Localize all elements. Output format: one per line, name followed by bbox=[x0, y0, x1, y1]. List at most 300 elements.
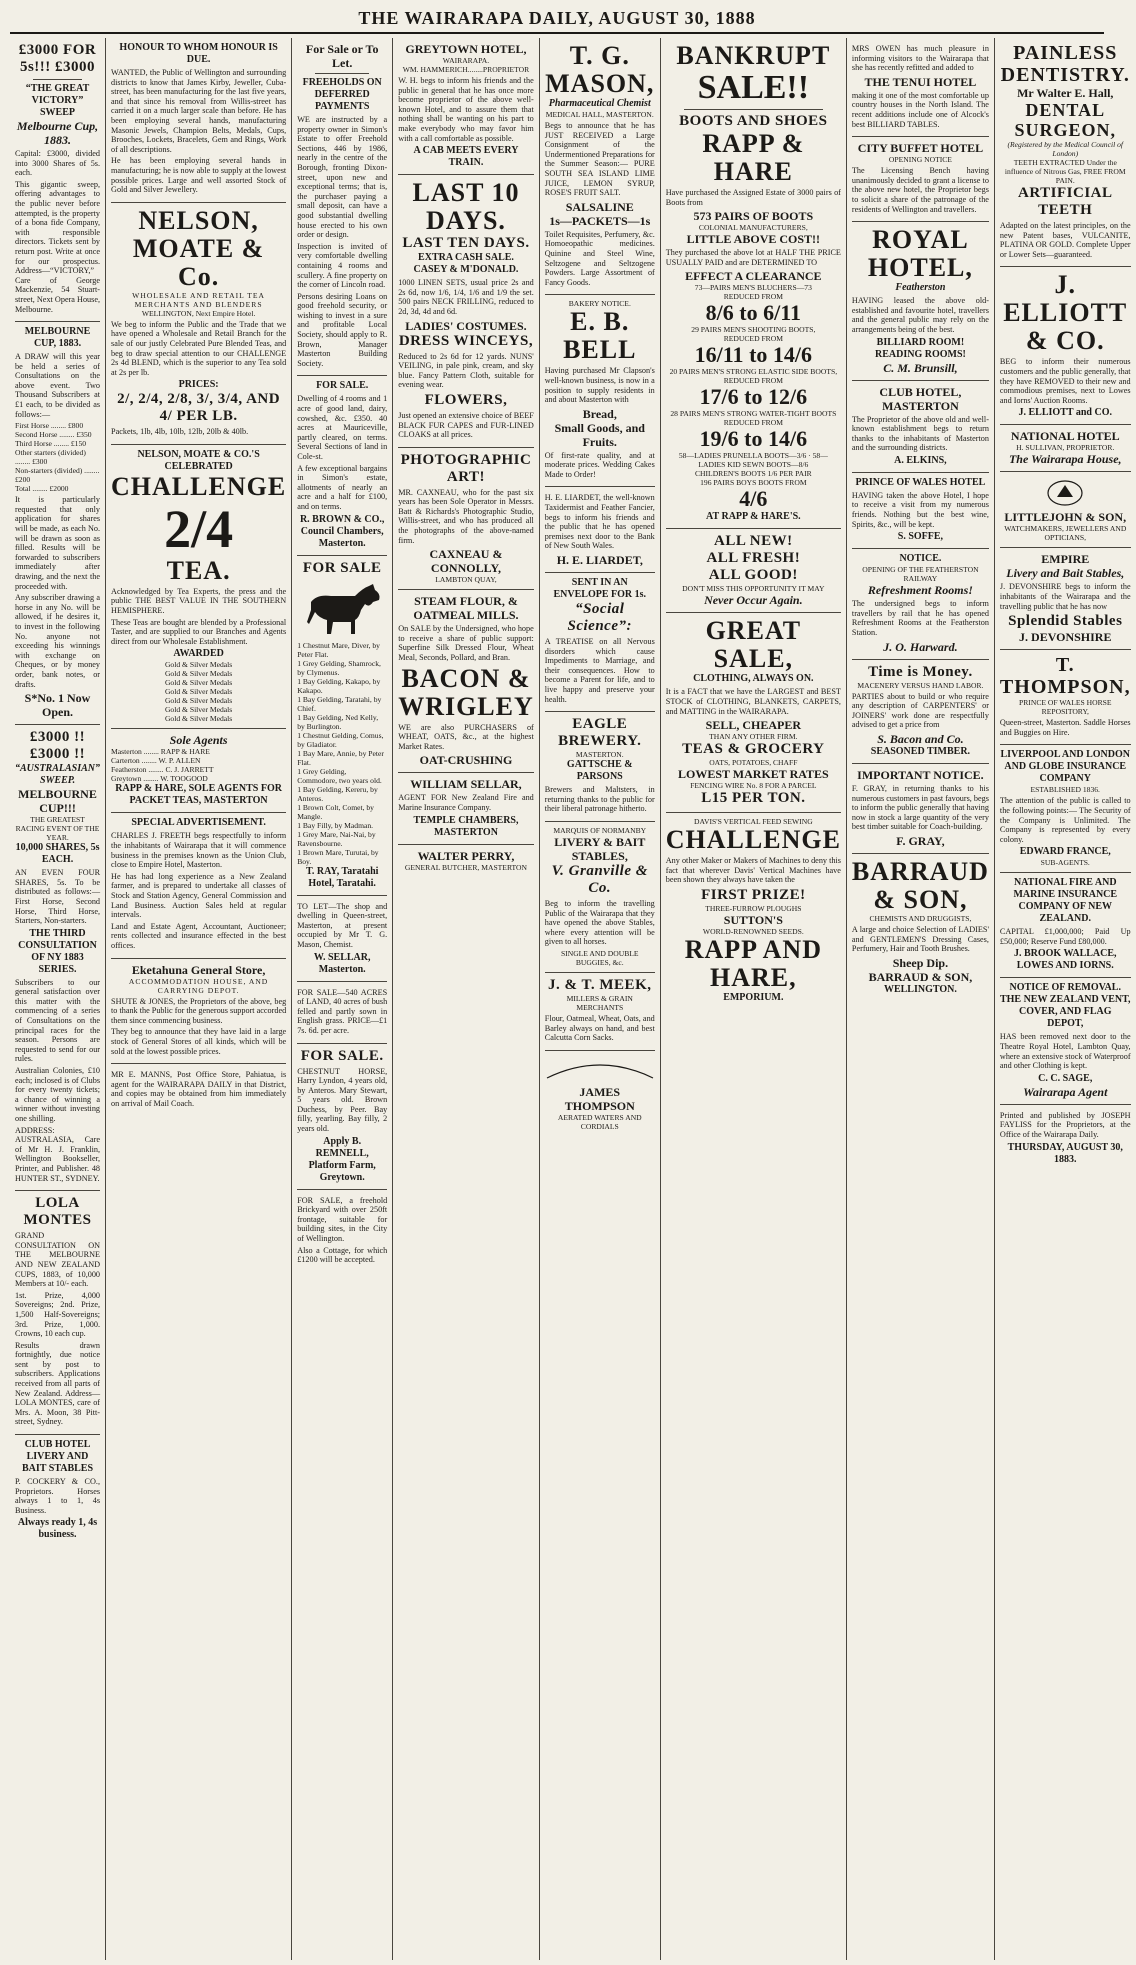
freeholds-title: FREEHOLDS ON DEFERRED PAYMENTS bbox=[302, 77, 382, 112]
forsale4-body: CHESTNUT HORSE, Harry Lyndon, 4 years old, by Anteros. Mary Stewart, 5 years old. Brown Duchess, by Peer. Bay filly, yearling. Bay filly, 2 years old. bbox=[297, 1066, 388, 1134]
empire: EMPIRE bbox=[1041, 552, 1090, 567]
chestnut-horse-ad bbox=[297, 1044, 387, 1190]
deal-old-price: 19/6 bbox=[699, 426, 739, 452]
saline: SALSALINE bbox=[565, 199, 634, 214]
meek-ad: J. & T. MEEK, MILLERS & GRAIN MERCHANTS Flour, Oatmeal, Wheat, Oats, and Barley always on hand, and best Calcutta Corn Sacks. bbox=[545, 973, 655, 1051]
caxneau: CAXNEAU & CONNOLLY, bbox=[429, 547, 503, 576]
sellar: WILLIAM SELLAR, bbox=[410, 777, 522, 792]
horse-item: 1 Brown Colt, Comet, by Mangle. bbox=[297, 802, 374, 821]
challenge-price: 2/4 bbox=[164, 498, 234, 559]
sellar-sub: AGENT FOR New Zealand Fire and Marine Insurance Company. bbox=[398, 793, 534, 812]
honour-ad: HONOUR TO WHOM HONOUR IS DUE. WANTED, the Public of Wellington and surrounding districts to know that James Kirby, Jeweller, Cuba-street, has been manufacturing for the last five years, and that since his removal from Willis-street has carried it on a much larger scale than before. He has been employing several hands, manufacturing Masonic Jewels, Champion Belts, Medals, Cups, Brooches, Lockets, Bracelets, Gem and Rings, Work of all descriptions. He has been employing several hands in manufacturing; he is now able to supply at the lowest possible prices. Large and well assorted Stock of Gold and Silver Jewellery. bbox=[111, 38, 286, 203]
splendid: Splendid Stables bbox=[1008, 613, 1123, 630]
nelson-body: We beg to inform the Public and the Trade that we have opened a Wholesale and Retail Branch for the sale of our justly Celebrated Pure Blended Teas, and beg to draw special attention to our CHALLENGE 2s 4d BLEND, which is the superior to any Tea sold at 2s per lb. bbox=[111, 319, 287, 377]
feath: Featherston bbox=[895, 282, 946, 294]
chemists: CHEMISTS AND DRUGGISTS, bbox=[869, 913, 972, 923]
horse-item: 1 Bay Gelding, Kereru, by Anteros. bbox=[297, 784, 378, 803]
sale-prop: FOR SALE, a freehold Brickyard with over 250ft frontage, suitable for building sites, in the City of Wellington. bbox=[297, 1195, 388, 1244]
imprint bbox=[1000, 1105, 1131, 1171]
sweep-title: £3000 FOR 5s!!! £3000 bbox=[18, 42, 97, 75]
greatest: THE GREATEST RACING EVENT OF THE YEAR. bbox=[15, 815, 100, 843]
freeholds-body: WE are instructed by a property owner in Simon's Estate to offer Freehold Sections, 446 by 1986, nearly in the centre of the Borough, fronting Dixon-street, upon new and exceptional terms; that is, the purchaser paying a small deposit, can have a good substantial dwelling house erected to his own order or design. bbox=[297, 115, 388, 240]
aus-sweep: “AUSTRALASIAN” SWEEP. bbox=[15, 763, 101, 787]
rapp: RAPP & HARE bbox=[702, 129, 805, 186]
estab: ESTABLISHED 1836. bbox=[1030, 785, 1100, 795]
lola-title: LOLA MONTES bbox=[23, 1195, 92, 1229]
forsale3: FOR SALE bbox=[302, 559, 382, 576]
nelson-sub: WHOLESALE AND RETAIL TEA MERCHANTS AND BLENDERS bbox=[132, 290, 266, 309]
elliott2: J. ELLIOTT and CO. bbox=[1018, 407, 1112, 419]
billiard: BILLIARD ROOM! READING ROOMS! bbox=[875, 336, 966, 360]
sole-agents-ad bbox=[111, 729, 286, 813]
great: GREAT SALE, bbox=[705, 616, 802, 674]
than: THAN ANY OTHER FIRM. bbox=[709, 732, 798, 742]
social-science-ad: SENT IN AN ENVELOPE FOR 1s. “Social Science”: A TREATISE on all Nervous disorders which cause Impediments to Marriage, and their consequences. How to become a Parent for life, and to live happy and preserve your health. bbox=[545, 573, 655, 712]
deal-old-price: 16/11 bbox=[694, 342, 744, 368]
removal-ad: NOTICE OF REMOVAL. THE NEW ZEALAND VENT, COVER, AND FLAG DEPOT, HAS been removed next door to the Theatre Royal Hotel, Lambton Quay, where an extensive stock of Waterproof and other Clothing is kept. C. C. SAGE, Wairarapa Agent bbox=[1000, 978, 1131, 1104]
column-8 bbox=[995, 38, 1136, 1960]
hotel-vent: THE NEW ZEALAND VENT, COVER, AND FLAG DEPOT, bbox=[999, 994, 1131, 1030]
column-2 bbox=[106, 38, 292, 1960]
buffet: CITY BUFFET HOTEL bbox=[857, 141, 984, 156]
time-money-ad: Time is Money. MACENERY VERSUS HAND LABOR. PARTIES about to build or who require any description of CARPENTERS' or JOINERS' work done are respectfully advised to get a price from S. Bacon and Co. SEASONED TIMBER. bbox=[852, 660, 989, 764]
column-6 bbox=[661, 38, 847, 1960]
deal-block: 29 PAIRS MEN'S SHOOTING BOOTS, REDUCED FROM 16/11 to 14/6 bbox=[666, 325, 841, 367]
challenge-word: CHALLENGE bbox=[111, 471, 287, 501]
teas: TEAS & GROCERY bbox=[682, 741, 825, 758]
casey-mdonald-ad: LAST 10 DAYS. LAST TEN DAYS. EXTRA CASH SALE. CASEY & M'DONALD. 1000 LINEN SETS, usual price 2s and 2s 6d, now 1/6, 1/4, 1/6 and 1/9 the set. 500 pairs NECK FRILLING, reduced to 2d, 3d, 4d and 6d. LADIES' COSTUMES. DRESS WINCEYS, Reduced to 2s 6d for 12 yards. NUNS' VEILING, in pale pink, cream, and sky blue. Fancy Pattern Cloth, suitable for evening wear. FLOWERS, Just opened an extensive choice of BEEF BLACK FUR CAPES and FUR-LINED CLOAKS at all prices. bbox=[398, 175, 534, 448]
photo: PHOTOGRAPHIC ART! bbox=[400, 451, 532, 485]
horse-item: 1 Bay Gelding, Kakapo, by Kakapo. bbox=[297, 676, 381, 695]
award-item: Gold & Silver Medals bbox=[164, 705, 233, 715]
bankrupt-sale-ad: BANKRUPT SALE!! BOOTS AND SHOES RAPP & HARE Have purchased the Assigned Estate of 3000 pairs of Boots from 573 PAIRS OF BOOTS COLONIAL MANUFACTURERS, LITTLE ABOVE COST!! They purchased the above lot at HALF THE PRICE USUALLY PAID and are DETERMINED TO EFFECT A CLEARANCE 73—PAIRS MEN'S BLUCHERS—73 REDUCED FROM 8/6 to 6/11 29 PAIRS MEN'S SHOOTING BOOTS, REDUCED FROM 16/11 to 14/6 20 PAIRS MEN'S STRONG ELASTIC SIDE BOOTS, REDUCED FROM 17/6 to 12/6 28 PAIRS MEN'S STRONG WATER-TIGHT BOOTS REDUCED FROM 19/6 to 14/6 58—LADIES PRUNELLA BOOTS—3/6 · 58—LADIES KID SEWN BOOTS—8/6 CHILDREN'S BOOTS 1/6 PER PAIR 196 PAIRS BOYS BOOTS FROM 4/6 AT RAPP & HARE'S. bbox=[666, 38, 841, 529]
oats: OATS, POTATOES, CHAFF bbox=[709, 758, 798, 768]
never: Never Occur Again. bbox=[704, 593, 803, 608]
rapp-big: RAPP AND HARE, bbox=[684, 934, 822, 992]
sweep-capital: Capital: £3000, divided into 3000 Shares of 5s. each. bbox=[15, 149, 101, 178]
all-new: ALL NEW! bbox=[714, 533, 793, 550]
effect: EFFECT A CLEARANCE bbox=[685, 269, 822, 284]
horse-icon bbox=[297, 580, 387, 638]
shares: 10,000 SHARES, 5s EACH. bbox=[15, 842, 100, 866]
temple: TEMPLE CHAMBERS, MASTERTON bbox=[413, 814, 519, 838]
agents-list bbox=[111, 747, 286, 783]
award-item: Gold & Silver Medals bbox=[164, 687, 233, 697]
deal-new-price: 6/11 bbox=[763, 300, 802, 326]
barraud2: BARRAUD & SON, bbox=[868, 969, 973, 984]
agent-item: Masterton ........ RAPP & HARE bbox=[111, 747, 210, 757]
granville-livery-ad: MARQUIS OF NORMANBY LIVERY & BAIT STABLES, V. Granville & Co. Beg to inform the travelling Public of the Wairarapa that they have opened the above Stables, where every attention will be given to all horses. SINGLE AND DOUBLE BUGGIES, &c. bbox=[545, 822, 655, 973]
surgeon: DENTAL SURGEON, bbox=[1014, 100, 1117, 140]
agent-item: Featherston ........ C. J. JARRETT bbox=[111, 765, 214, 775]
perry-ad bbox=[398, 845, 534, 877]
rapp-agents: RAPP & HARE, SOLE AGENTS FOR PACKET TEAS, MASTERTON bbox=[115, 783, 282, 807]
challenge-title: NELSON, MOATE & CO.'S CELEBRATED bbox=[137, 448, 260, 472]
forsale4-footer: Apply B. REMNELL, Platform Farm, Greytown. bbox=[308, 1135, 376, 1183]
harward: J. O. Harward. bbox=[883, 639, 958, 654]
meek-sub: MILLERS & GRAIN MERCHANTS bbox=[566, 993, 633, 1012]
macenery: MACENERY VERSUS HAND LABOR. bbox=[857, 680, 984, 690]
forsale4: FOR SALE. bbox=[300, 1047, 384, 1064]
artificial: ARTIFICIAL TEETH bbox=[1018, 185, 1113, 218]
lola-sub: GRAND CONSULTATION ON THE MELBOURNE AND NEW ZEALAND CUPS, 1883, of 10,000 Members at 10/- each. bbox=[15, 1231, 101, 1289]
all-new-ad: ALL NEW! ALL FRESH! ALL GOOD! DON'T MISS THIS OPPORTUNITY IT MAY Never Occur Again. bbox=[666, 529, 841, 613]
last-ten: LAST 10 DAYS. bbox=[412, 178, 520, 236]
horse-item: 1 Bay Gelding, Ned Kelly, by Burlington. bbox=[297, 712, 379, 731]
tenui: THE TENUI HOTEL bbox=[864, 74, 977, 89]
thompson-sub: AERATED WATERS AND CORDIALS bbox=[557, 1112, 642, 1131]
thompson: JAMES THOMPSON bbox=[564, 1084, 635, 1113]
printed: Printed and published by JOSEPH FAYLISS for the Proprietors, at the Office of the Wairarapa Daily. bbox=[999, 1110, 1131, 1140]
eketahuna-sub: ACCOMMODATION HOUSE, AND CARRYING DEPOT. bbox=[128, 976, 269, 995]
award-item: Gold & Silver Medals bbox=[164, 696, 233, 706]
thompson-ad bbox=[545, 1051, 655, 1136]
saline-sub: 1s—PACKETS—1s bbox=[549, 213, 651, 228]
goods: Small Goods, and Fruits. bbox=[554, 420, 645, 449]
lowes: LOWES AND IORNS. bbox=[1016, 960, 1114, 972]
unit-price: 4/6 bbox=[739, 486, 768, 512]
thompson-8: T. THOMPSON, bbox=[999, 654, 1131, 699]
hammerich: WM. HAMMERICH........PROPRIETOR bbox=[402, 65, 530, 74]
prices-head: PRICES: bbox=[178, 379, 219, 391]
livery-footer: Always ready 1, 4s business. bbox=[17, 1517, 98, 1541]
prize-item: Second Horse ........ £350 bbox=[15, 430, 92, 440]
refresh: Refreshment Rooms! bbox=[867, 583, 973, 598]
nelson-moate-ad: NELSON, MOATE & Co. WHOLESALE AND RETAIL TEA MERCHANTS AND BLENDERS WELLINGTON, Next Empire Hotel. We beg to inform the Public and the Trade that we have opened a Wholesale and Retail Branch for the sale of our justly Celebrated Pure Blended Teas, and beg to draw special attention to our CHALLENGE 2s 4d BLEND, which is the superior to any Tea sold at 2s per lb. PRICES: 2/, 2/4, 2/8, 3/, 3/4, AND 4/ PER LB. Packets, 1lb, 4lb, 10lb, 12lb, 20lb & 40lb. bbox=[111, 203, 286, 445]
cottage: Also a Cottage, for which £1200 will be accepted. bbox=[297, 1245, 388, 1265]
sweep-sub: “THE GREAT VICTORY” SWEEP bbox=[25, 83, 90, 118]
challenge-word-6: CHALLENGE bbox=[665, 825, 841, 855]
wairarapa-house: The Wairarapa House, bbox=[1008, 452, 1122, 467]
sofie: S. SOFFE, bbox=[897, 531, 944, 543]
fencing: FENCING WIRE No. 8 FOR A PARCEL bbox=[690, 781, 817, 791]
forsale-dwellings-ad: FOR SALE. Dwelling of 4 rooms and 1 acre of good land, dairy, cowshed, &c. £350. 40 acres at Mauriceville, partly cleared, on terms. Several Sections of land in Cole-st. A few exceptional bargains in Simon's estate, allotments of nearly an acre and a half for £100, and on terms. R. BROWN & CO., Council Chambers, Masterton. bbox=[297, 376, 387, 555]
all-good: ALL GOOD! bbox=[708, 567, 798, 584]
boots: BOOTS AND SHOES bbox=[679, 113, 828, 129]
livery: LIVERY & BAIT STABLES, bbox=[554, 834, 646, 863]
sweep-race: Melbourne Cup, 1883. bbox=[16, 119, 99, 147]
important: IMPORTANT NOTICE. bbox=[857, 768, 984, 782]
eketahuna-body: SHUTE & JONES, the Proprietors of the above, beg to thank the Public for the generous support accorded them since commencing business. bbox=[111, 996, 287, 1025]
lambton: LAMBTON QUAY, bbox=[435, 575, 497, 585]
all-fresh: ALL FRESH! bbox=[706, 550, 801, 567]
acres-ad bbox=[297, 982, 387, 1044]
bell: E. B. BELL bbox=[563, 307, 637, 365]
painless: PAINLESS DENTISTRY. bbox=[1000, 42, 1130, 86]
prize-item: Other starters (divided) ........ £300 bbox=[15, 448, 86, 467]
sage: C. C. SAGE, bbox=[1038, 1072, 1093, 1084]
devonshire: J. DEVONSHIRE bbox=[1019, 630, 1112, 645]
liardet: H. E. LIARDET, bbox=[556, 553, 643, 568]
livery-title: CLUB HOTEL LIVERY AND BAIT STABLES bbox=[21, 1439, 94, 1475]
cup-head: MELBOURNE CUP, 1883. bbox=[24, 326, 91, 350]
deal-label: 29 PAIRS MEN'S SHOOTING BOOTS, bbox=[691, 325, 816, 335]
horse-item: 1 Brown Mare, Turutai, by Boy. bbox=[297, 847, 379, 866]
livery-body: P. COCKERY & CO., Proprietors. Horses always 1 to 1, 4s Business. bbox=[15, 1477, 101, 1515]
horse-item: 1 Bay Mare, Annie, by Peter Flat. bbox=[297, 748, 384, 767]
prize-item: First Horse ........ £800 bbox=[15, 421, 84, 431]
wales-hotel: PRINCE OF WALES HOTEL bbox=[855, 476, 986, 488]
club-hotel-livery-ad bbox=[15, 1435, 100, 1546]
notice: NOTICE. bbox=[899, 553, 942, 565]
sullivan: H. SULLIVAN, PROPRIETOR. bbox=[1016, 443, 1115, 453]
deal-block: 73—PAIRS MEN'S BLUCHERS—73 REDUCED FROM 8/6 to 6/11 bbox=[666, 283, 841, 325]
ray: T. RAY, Taratahi Hotel, Taratahi. bbox=[305, 865, 379, 889]
littlejohn: LITTLEJOHN & SON, bbox=[1004, 510, 1127, 525]
time: Time is Money. bbox=[868, 663, 973, 680]
deal-new-price: 14/6 bbox=[768, 426, 808, 452]
deal-label: 20 PAIRS MEN'S STRONG ELASTIC SIDE BOOTS, bbox=[669, 367, 838, 377]
bell-bakery-ad: BAKERY NOTICE. E. B. BELL Having purchased Mr Clapson's well-known business, is now in a position to supply residents in and about Masterton with Bread, Small Goods, and Fruits. Of first-rate quality, and at moderate prices. Wedding Cakes Made to Order! bbox=[545, 295, 655, 487]
award-item: Gold & Silver Medals bbox=[164, 669, 233, 679]
davis: DAVIS'S VERTICAL FEED SEWING bbox=[693, 817, 813, 827]
award-item: Gold & Silver Medals bbox=[164, 714, 233, 724]
melb-cup: MELBOURNE CUP!!! bbox=[18, 787, 97, 816]
prize-item: Non-starters (divided) ........ £200 bbox=[15, 466, 100, 485]
lowest: LOWEST MARKET RATES bbox=[677, 767, 829, 782]
sellar-ad bbox=[398, 773, 534, 844]
watchmakers: WATCHMAKERS, JEWELLERS AND OPTICIANS, bbox=[1004, 524, 1127, 543]
horse-item: 1 Bay Filly, by Madman. bbox=[297, 820, 374, 830]
special-ad: SPECIAL ADVERTISEMENT. CHARLES J. FREETH begs respectfully to inform the inhabitants of Wairarapa that it will commence business in the premises known as the Union Club, close to Empire Hotel, Masterton. He has had long experience as a New Zealand farmer, and is prepared to undertake all classes of Stock and Station Agency, General Commission and Land Business. Auction Sales held at regular intervals. Land and Estate Agent, Accountant, Auctioneer; rents collected and insurance effected in the best offices. bbox=[111, 813, 286, 958]
dentistry-ad: PAINLESS DENTISTRY. Mr Walter E. Hall, DENTAL SURGEON, (Registered by the Medical Council of London) TEETH EXTRACTED Under the influence of Nitrous Gas, FREE FROM PAIN. ARTIFICIAL TEETH Adapted on the latest principles, on the new Patent bases, VULCANITE, PLATINA OR GOLD. Complete Upper or Lower Sets—guaranteed. bbox=[1000, 38, 1131, 267]
flour-mills-ad: STEAM FLOUR, & OATMEAL MILLS. On SALE by the Undersigned, who hope to receive a share of public support: Superfine Silk Dressed Flour, Wheat Meal, Seconds, Pollard, and Bran. BACON & WRIGLEY WE are also PURCHASERS of WHEAT, OATS, &c., at the highest Market Rates. OAT-CRUSHING bbox=[398, 590, 534, 773]
dress: DRESS WINCEYS, bbox=[398, 332, 534, 349]
extra-cash: EXTRA CASH SALE. bbox=[418, 252, 514, 264]
brickyard-ad bbox=[297, 1190, 387, 1272]
third-consult: THE THIRD CONSULTATION OF NY 1883 SERIES. bbox=[18, 927, 97, 975]
freeholds-ad: For Sale or To Let. FREEHOLDS ON DEFERRED PAYMENTS WE are instructed by a property owner in Simon's Estate to offer Freehold Sections, 446 by 1986, nearly in the centre of the Borough, fronting Dixon-street, upon new and exceptional terms; that is, the purchaser paying a small deposit, can have a good substantial dwelling house erected to his own order or design. Inspection is invited of very comfortable dwelling containing 4 rooms and scullery. A fine property on the corner of Lincoln road. Persons desiring Loans on good freehold security, or wishing to invest in a sure and profitable Local Society, should apply to R. Brown, Manager Masterton Building Society. bbox=[297, 38, 387, 376]
nelson-title: NELSON, MOATE & Co. bbox=[132, 205, 265, 291]
prince-wales-hotel-ad: PRINCE OF WALES HOTEL HAVING taken the above Hotel, I hope to receive a visit from my numerous friends. Nothing but the best wine, Spirits, &c., will be kept. S. SOFFE, bbox=[852, 473, 989, 549]
deal-label: 73—PAIRS MEN'S BLUCHERS—73 bbox=[694, 283, 812, 293]
envelope: SENT IN AN ENVELOPE FOR 1s. bbox=[553, 577, 647, 601]
eketahuna-title: Eketahuna General Store, bbox=[131, 962, 266, 977]
deal-new-price: 14/6 bbox=[772, 342, 813, 368]
photo-body: MR. CAXNEAU, who for the past six years has been Sole Operator in Messrs. Batt & Richards's Photographic Studio, Willis-street, and who has produced all the photographs of the above-named firm. bbox=[398, 487, 534, 545]
tea-word: TEA. bbox=[166, 555, 231, 585]
age: Wairarapa Agent bbox=[1023, 1084, 1108, 1099]
tea-body: Acknowledged by Tea Experts, the press and the public THE BEST VALUE IN THE SOUTHERN HEMISPHERE. bbox=[111, 586, 287, 616]
eagle: EAGLE BREWERY. bbox=[558, 716, 642, 750]
mason-hall: MEDICAL HALL, MASTERTON. bbox=[545, 110, 654, 119]
bread: Bread, bbox=[582, 406, 617, 421]
empire-stables-ad: EMPIRE Livery and Bait Stables, J. DEVONSHIRE begs to inform the inhabitants of the Wairarapa and the travelling public that he has now Splendid Stables J. DEVONSHIRE bbox=[1000, 548, 1131, 650]
forsale2-body: Dwelling of 4 rooms and 1 acre of good land, dairy, cowshed, &c. £350. 40 acres at Mauriceville, partly cleared, on terms. Several Sections of land in Cole-st. bbox=[297, 394, 388, 461]
lola-montes-ad: LOLA MONTES GRAND CONSULTATION ON THE MELBOURNE AND NEW ZEALAND CUPS, 1883, of 10,000 Members at 10/- each. 1st. Prize, 4,000 Sovereigns; 2nd. Prize, 1,500 Half-Sovereigns; 3rd. Prize, 1,000. Crowns, 10 each cup. Results drawn fortnightly, due notice sent by post to subscribers. Applications received from all parts of New Zealand. Address—LOLA MONTES, care of Mrs. A. Moon, 38 Pitt-street, Sydney. bbox=[15, 1191, 100, 1435]
barraud: BARRAUD & SON, bbox=[851, 856, 989, 914]
manns-ad bbox=[111, 1064, 286, 1115]
horse-item: 1 Chestnut Mare, Diver, by Peter Flat. bbox=[297, 640, 380, 659]
last-days: LAST TEN DAYS. bbox=[402, 235, 530, 252]
column-3 bbox=[292, 38, 393, 1960]
wallace: J. BROOK WALLACE, bbox=[1013, 948, 1117, 960]
bankrupt: BANKRUPT bbox=[676, 41, 831, 70]
at-rapp: AT RAPP & HARE'S. bbox=[706, 511, 801, 523]
horse-item: 1 Grey Mare, Nai-Nai, by Ravensbourne. bbox=[297, 829, 376, 848]
forsale2: FOR SALE. bbox=[316, 380, 369, 392]
prices: 2/, 2/4, 2/8, 3/, 3/4, AND 4/ PER LB. bbox=[117, 391, 281, 425]
sheep: Sheep Dip. bbox=[892, 955, 949, 970]
sale-acres: FOR SALE—540 ACRES of LAND, 40 acres of bush felled and partly sown in English grass. PRICE—£1 7s. 6d. per acre. bbox=[297, 987, 388, 1035]
prize-item: Total ........ £2000 bbox=[15, 484, 69, 494]
oat: OAT-CRUSHING bbox=[419, 753, 513, 768]
natfire: NATIONAL FIRE AND MARINE INSURANCE COMPANY OF NEW ZEALAND. bbox=[1013, 877, 1118, 925]
thompson-repository-ad: T. THOMPSON, PRINCE OF WALES HORSE REPOSITORY, Queen-street, Masterton. Saddle Horses and Buggies on Hire. bbox=[1000, 650, 1131, 745]
davis-challenge-ad: DAVIS'S VERTICAL FEED SEWING CHALLENGE Any other Maker or Makers of Machines to deny this fact that wherever Davis' Vertical Machines have been shown they always have taken the FIRST PRIZE! THREE-FURROW PLOUGHS SUTTON'S WORLD-RENOWNED SEEDS. RAPP AND HARE, EMPORIUM. bbox=[665, 817, 841, 1003]
big-prize: £3000 !! £3000 !! bbox=[29, 729, 86, 763]
liardet-ad: H. E. LIARDET, the well-known Taxidermist and Feather Fancier, begs to inform his friends and the public that he has opened premises next door to the Bank of New South Wales. H. E. LIARDET, bbox=[545, 487, 655, 573]
colonial: COLONIAL MANUFACTURERS, bbox=[698, 223, 808, 233]
agent-item: Greytown ........ W. TOOGOOD bbox=[111, 774, 208, 784]
horse-item: 1 Bay Gelding, Taratahi, by Chief. bbox=[297, 694, 382, 713]
award-item: Gold & Silver Medals bbox=[164, 660, 233, 670]
greytown-body: W. H. begs to inform his friends and the public in general that he has once more become proprietor of the above well-known Hotel, and to assure them that nothing shall be wanting on his part to make everybody who may favor him with a call comfortable as possible. bbox=[398, 76, 534, 143]
liverpool: LIVERPOOL AND LONDON AND GLOBE INSURANCE COMPANY bbox=[1000, 749, 1130, 785]
challenge-tea-ad: NELSON, MOATE & CO.'S CELEBRATED CHALLENGE 2/4 TEA. Acknowledged by Tea Experts, the press and the public THE BEST VALUE IN THE SOUTHERN HEMISPHERE. These Teas are bought are blended by a Professional Taster, and are supplied to our Branches and Agents direct from our Wholesale Establishment. AWARDED Gold & Silver Medals Gold & Silver Medals Gold & Silver Medals Gold & Silver Medals Gold & Silver Medals Gold & Silver Medals Gold & Silver Medals bbox=[111, 445, 286, 730]
elliott: J. ELLIOTT & CO. bbox=[1003, 270, 1128, 356]
club: CLUB HOTEL, MASTERTON bbox=[879, 384, 962, 413]
agent-item: Carterton ........ W. P. ALLEN bbox=[111, 756, 201, 766]
barraud-ad: BARRAUD & SON, CHEMISTS AND DRUGGISTS, A large and choice Selection of LADIES' and GENTLEMEN'S Dressing Cases, Perfumery, Hair and Tooth Brushes. Sheep Dip. BARRAUD & SON, WELLINGTON. bbox=[851, 856, 989, 995]
removal: NOTICE OF REMOVAL. bbox=[1009, 982, 1121, 994]
column-4 bbox=[393, 38, 540, 1960]
little: LITTLE ABOVE COST!! bbox=[686, 232, 821, 247]
littlejohn-ad bbox=[1000, 472, 1131, 548]
deal-block: 28 PAIRS MEN'S STRONG WATER-TIGHT BOOTS REDUCED FROM 19/6 to 14/6 bbox=[666, 409, 841, 451]
horses-forsale-ad bbox=[297, 556, 387, 896]
sell: SELL, CHEAPER bbox=[705, 718, 802, 733]
france: EDWARD FRANCE, bbox=[1019, 846, 1111, 858]
horse-item: 1 Chestnut Gelding, Comus, by Gladiator. bbox=[297, 730, 384, 749]
mason-sub: Pharmaceutical Chemist bbox=[548, 98, 651, 109]
eketahuna-ad: Eketahuna General Store, ACCOMMODATION HOUSE, AND CARRYING DEPOT. SHUTE & JONES, the Proprietors of the above, beg to thank the Public for the generous support accorded them since commencing business. They beg to announce that they have laid in a large stock of General Stores of all kinds, which will be sold at the lowest possible prices. bbox=[111, 959, 286, 1065]
ploughs: THREE-FURROW PLOUGHS bbox=[705, 903, 802, 913]
thompson-logo-icon bbox=[545, 1058, 655, 1082]
deal-old-price: 17/6 bbox=[699, 384, 739, 410]
australasian-sweep-ad: £3000 !! £3000 !! “AUSTRALASIAN” SWEEP. MELBOURNE CUP!!! THE GREATEST RACING EVENT OF THE YEAR. 10,000 SHARES, 5s EACH. AN EVEN FOUR SHARES, 5s. To be distributed as follows:—First Horse, Second Horse, Third Horse, Starters, Non-starters. THE THIRD CONSULTATION OF NY 1883 SERIES. Subscribers to our general satisfaction over this matter with the commencing of a series of Consultations on the principal races for the season. Persons are requested to send for our rules. Australian Colonies, £10 each; inclosed is of Clubs for every twenty tickets; a chance of winning a winner without investing one shilling. ADDRESS: AUSTRALASIA, Care of Mr H. J. Franklin, Wellington Bookseller, Printer, and Publisher. 48 HUNTER ST., SYDNEY. bbox=[15, 725, 100, 1191]
refreshment-ad: NOTICE. OPENING OF THE FEATHERSTON RAILWAY Refreshment Rooms! The undersigned begs to inform travellers by rail that he has opened Refreshment Rooms at the Featherston Station. J. O. Harward. bbox=[852, 549, 989, 659]
column-5 bbox=[540, 38, 661, 1960]
club-hotel-ad: CLUB HOTEL, MASTERTON The Proprietor of the above old and well-known establishment begs to return thanks to the inhabitants of Masterton and the surrounding districts. A. ELKINS, bbox=[852, 381, 989, 473]
coaches: A CAB MEETS EVERY TRAIN. bbox=[413, 145, 519, 169]
deal-old-price: 8/6 bbox=[705, 300, 734, 326]
meek: J. & T. MEEK, bbox=[548, 976, 652, 993]
empire-sub: Livery and Bait Stables, bbox=[1006, 566, 1125, 581]
cup-body: A DRAW will this year be held a series of Consultations on the above event. Two Thousand Subscribers at £1 each, to be divided as follows:— bbox=[15, 352, 101, 419]
fencing-price: L15 PER TON. bbox=[701, 790, 806, 807]
bacon: BACON & WRIGLEY bbox=[398, 663, 534, 721]
greytown-title: GREYTOWN HOTEL, bbox=[405, 42, 527, 56]
unit: 196 PAIRS BOYS BOOTS FROM bbox=[700, 478, 807, 488]
gray: F. GRAY, bbox=[896, 833, 945, 848]
date-line: THURSDAY, AUGUST 30, 1883. bbox=[1007, 1141, 1123, 1165]
loans-body: Persons desiring Loans on good freehold security, or wishing to invest in a sure and profitable Local Society, should apply to R. Brown, Manager Masterton Building Society. bbox=[297, 291, 388, 368]
award-item: Gold & Silver Medals bbox=[164, 678, 233, 688]
buffet-open: OPENING NOTICE bbox=[888, 155, 952, 165]
special-title: SPECIAL ADVERTISEMENT. bbox=[131, 817, 266, 829]
perry-sub: GENERAL BUTCHER, MASTERTON bbox=[404, 862, 528, 872]
horse-item: 1 Grey Gelding, Commodore, two years old. bbox=[297, 766, 382, 785]
deal-new-price: 12/6 bbox=[768, 384, 808, 410]
gattsche: GATTSCHE & PARSONS bbox=[566, 759, 633, 783]
eagle-sub: MASTERTON. bbox=[575, 750, 624, 760]
greytown-hotel-ad bbox=[398, 38, 534, 175]
ladies: LADIES' COSTUMES. bbox=[405, 318, 527, 333]
sweep-body: This gigantic sweep, offering advantages to the public never before attempted, is the property of a bona fide Company, with responsible directors. Tickets sent by return post. Write at once for our prospectus. Address—“VICTORY,” Care of George Mackenzie, 54 Stuart-street, Next Opera House, Melbourne. bbox=[15, 179, 101, 314]
royal: ROYAL HOTEL, bbox=[867, 225, 973, 283]
first: FIRST PRIZE! bbox=[701, 886, 806, 903]
city-buffet-ad: CITY BUFFET HOTEL OPENING NOTICE The Licensing Bench having unanimously decided to grant a license to the above new hotel, the Proprietor begs to solicit a share of the patronage of the residents of Wellington and travellers. bbox=[852, 137, 989, 222]
nelson-addr: WELLINGTON, Next Empire Hotel. bbox=[141, 308, 256, 318]
steam: STEAM FLOUR, & OATMEAL MILLS. bbox=[413, 594, 519, 623]
deal-block: 20 PAIRS MEN'S STRONG ELASTIC SIDE BOOTS, REDUCED FROM 17/6 to 12/6 bbox=[666, 367, 841, 409]
flowers: FLOWERS, bbox=[424, 391, 508, 408]
brunsill: C. M. Brunsill, bbox=[883, 360, 958, 375]
casey: CASEY & M'DONALD. bbox=[413, 264, 519, 276]
liverpool-ad: LIVERPOOL AND LONDON AND GLOBE INSURANCE COMPANY ESTABLISHED 1836. The attention of the public is called to the following points:— The Security of the Company is Unlimited. The Company is represented by every colony. EDWARD FRANCE, SUB-AGENTS. bbox=[1000, 745, 1131, 873]
social: “Social Science”: bbox=[567, 601, 632, 635]
subagents: SUB-AGENTS. bbox=[1040, 858, 1090, 868]
great-victory-sweep-ad bbox=[15, 38, 100, 322]
now-open: S*No. 1 Now Open. bbox=[24, 691, 91, 720]
national-fire-ad: NATIONAL FIRE AND MARINE INSURANCE COMPANY OF NEW ZEALAND. CAPITAL £1,000,000; Paid Up £50,000; Reserve Fund £80,000. J. BROOK WALLACE, LOWES AND IORNS. bbox=[1000, 873, 1131, 978]
prize-item: Third Horse ........ £150 bbox=[15, 439, 87, 449]
national: NATIONAL HOTEL bbox=[1010, 429, 1120, 444]
horse-item: 1 Grey Gelding, Shamrock, by Clymenus. bbox=[297, 658, 381, 677]
melbourne-cup-ad: MELBOURNE CUP, 1883. A DRAW will this year be held a series of Consultations on the above event. Two Thousand Subscribers at £1 each, to be divided as follows:— First Horse ........ £800 Second Horse ........ £350 Third Horse ........ £150 Other starters (divided) ........ £300 Non-starters (divided) ........ £200 Total ........ £2000 It is particularly requested that only application for shares will be made, as each No. will be drawn as soon as filled. Results will be forwarded to subscribers immediately after drawing, and the next the proceeded with. Any subscriber drawing a horse in any No. will be allowed, if he desires it, to invest in the following No. anyone not exceeding his winnings with exchange on Cheques, or by money order, bank notes, or drafts. S*No. 1 Now Open. bbox=[15, 322, 100, 725]
wales-repo: PRINCE OF WALES HORSE REPOSITORY, bbox=[1019, 698, 1112, 717]
column-1 bbox=[10, 38, 106, 1960]
sutton-sub: WORLD-RENOWNED SEEDS. bbox=[702, 926, 804, 936]
forsale-title: For Sale or To Let. bbox=[305, 42, 379, 70]
children: CHILDREN'S BOOTS 1/6 PER PAIR bbox=[694, 469, 812, 479]
elliott-saddlery-ad: J. ELLIOTT & CO. BEG to inform their numerous customers and the public generally, that they have REMOVED to their new and commodious premises, next to Lowes and Iorns' Auction Rooms. J. ELLIOTT and CO. bbox=[1000, 267, 1131, 425]
eagle-brewery-ad: EAGLE BREWERY. MASTERTON. GATTSCHE & PARSONS Brewers and Maltsters, in returning thanks to the public for their liberal patronage hitherto. bbox=[545, 712, 655, 822]
pairs: 573 PAIRS OF BOOTS bbox=[693, 209, 814, 224]
greytown-sub: WAIRARAPA. bbox=[442, 56, 490, 65]
royal-hotel-ad: ROYAL HOTEL, Featherston HAVING leased the above old-established and favourite hotel, travellers and the general public may rely on the arrangements being of the best. BILLIARD ROOM! READING ROOMS! C. M. Brunsill, bbox=[852, 222, 989, 380]
mason-title: T. G. MASON, bbox=[545, 41, 655, 98]
special-body: CHARLES J. FREETH begs respectfully to inform the inhabitants of Wairarapa that it will commence business in the premises known as the Union Club, close to Empire Hotel, Masterton. bbox=[111, 831, 287, 870]
wellington: WELLINGTON. bbox=[883, 983, 957, 995]
prize-list bbox=[15, 421, 100, 493]
perry: WALTER PERRY, bbox=[417, 848, 515, 863]
column-7 bbox=[847, 38, 995, 1960]
sale-word: SALE!! bbox=[697, 69, 810, 106]
national-hotel-ad bbox=[1000, 425, 1131, 472]
honour-title: HONOUR TO WHOM HONOUR IS DUE. bbox=[119, 42, 278, 65]
tenui-hotel-ad: MRS OWEN has much pleasure in informing visitors to the Wairarapa that she has recently refitted and added to THE TENUI HOTEL making it one of the most comfortable up country houses in the North Island. The recent additions include one of Alcock's best BILLIARD TABLES. bbox=[852, 38, 989, 137]
seal-icon bbox=[1045, 479, 1085, 507]
award-list bbox=[111, 660, 286, 723]
granville: V. Granville & Co. bbox=[551, 862, 648, 896]
tenui-intro: MRS OWEN has much pleasure in informing visitors to the Wairarapa that she has recently refitted and added to bbox=[851, 44, 989, 73]
important-notice-ad: IMPORTANT NOTICE. F. GRAY, in returning thanks to his numerous customers in past favours, begs to inform the public generally that having now in stock a large quantity of the very best timber suitable for Coach-building. F. GRAY, bbox=[852, 764, 989, 854]
emporium: EMPORIUM. bbox=[723, 991, 784, 1003]
brown: R. BROWN & CO., Council Chambers, Masterton. bbox=[299, 513, 385, 549]
horse-list bbox=[297, 641, 387, 866]
masthead: THE WAIRARAPA DAILY, AUGUST 30, 1888 bbox=[10, 6, 1104, 34]
elkins: A. ELKINS, bbox=[894, 454, 947, 466]
sutton: SUTTON'S bbox=[723, 912, 783, 927]
seasoned: SEASONED TIMBER. bbox=[870, 746, 971, 757]
deal-label: 28 PAIRS MEN'S STRONG WATER-TIGHT BOOTS bbox=[670, 409, 837, 419]
nyes: W. SELLAR, Masterton. bbox=[313, 951, 371, 975]
great-sale-ad: GREAT SALE, CLOTHING, ALWAYS ON. It is a FACT that we have the LARGEST and BEST STOCK of CLOTHING, BLANKETS, CARPETS, and MATTING in the WAIRARAPA. SELL, CHEAPER THAN ANY OTHER FIRM. TEAS & GROCERY OATS, POTATOES, CHAFF LOWEST MARKET RATES FENCING WIRE No. 8 FOR A PARCEL L15 PER TON. bbox=[666, 613, 841, 813]
hall: Mr Walter E. Hall, bbox=[1017, 86, 1114, 100]
honour-body: WANTED, the Public of Wellington and surrounding districts to know that James Kirby, Jeweller, Cuba-street, has been manufacturing for the last five years, and that since his removal from Willis-street has carried it on a much larger scale than before. He has been employing several hands, manufacturing Masonic Jewels, Champion Belts, Medals, Cups, Brooches, Lockets, Bracelets, Gem and Rings, Work of all descriptions. bbox=[111, 68, 287, 154]
